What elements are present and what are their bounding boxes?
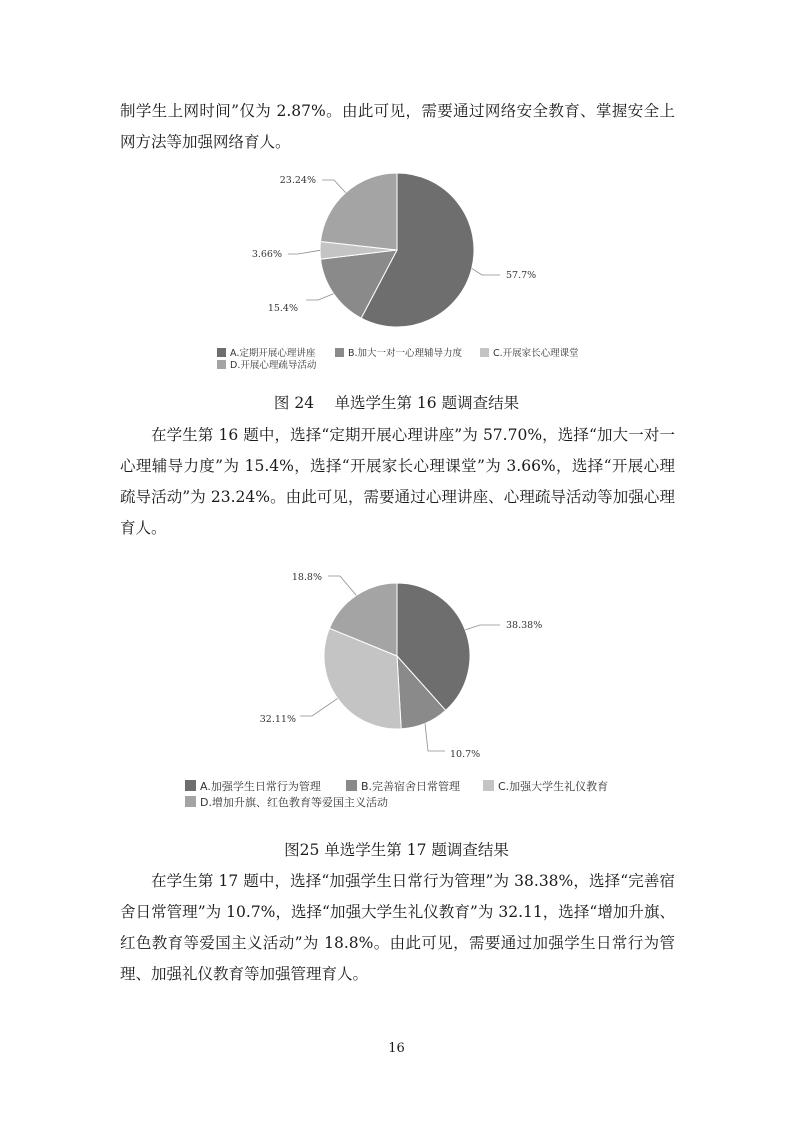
pie1-data-label-0: 57.7% <box>506 270 537 281</box>
paragraph-q16-analysis: 在学生第 16 题中，选择“定期开展心理讲座”为 57.70%，选择“加大一对一心理辅导力度”为 15.4%，选择“开展家长心理课堂”为 3.66%，选择“开展心理疏导活动”为 23.24%。由此可见，需要通过心理讲座、心理疏导活动等加强心理育人。 <box>120 426 675 537</box>
pie1-leader-2 <box>288 250 320 254</box>
pie2-leader-2 <box>300 698 338 716</box>
pie1-leader-0 <box>472 268 500 275</box>
pie1-legend-swatch-3 <box>217 360 226 369</box>
pie2-data-label-3: 18.8% <box>291 572 322 583</box>
pie1-legend-swatch-1 <box>335 348 344 357</box>
pie2-leader-3 <box>328 576 356 595</box>
pie1-leader-1 <box>306 294 334 300</box>
page-number: 16 <box>388 1041 405 1056</box>
paragraph-continuation: 制学生上网时间”仅为 2.87%。由此可见，需要通过网络安全教育、掌握安全上网方法等加强网络育人。 <box>120 102 675 151</box>
pie1-data-label-3: 23.24% <box>279 175 316 186</box>
figure-24-caption: 图 24 单选学生第 16 题调查结果 <box>273 394 520 412</box>
pie1-data-label-2: 3.66% <box>251 249 282 260</box>
pie2-leader-1 <box>425 723 445 751</box>
pie2-legend-swatch-0 <box>185 780 196 791</box>
pie1-legend-label-0: A.定期开展心理讲座 <box>230 348 316 359</box>
pie1-leader-3 <box>322 180 346 193</box>
pie2-legend-swatch-1 <box>346 780 357 791</box>
pie1-legend-swatch-2 <box>480 348 489 357</box>
pie1-legend-swatch-0 <box>217 348 226 357</box>
paragraph-q17-analysis: 在学生第 17 题中，选择“加强学生日常行为管理”为 38.38%，选择“完善宿舍日常管理”为 10.7%，选择“加强大学生礼仪教育”为 32.11，选择“增加升旗、红色教育等爱国主义活动”为 18.8%。由此可见，需要通过加强学生日常行为管理、加强礼仪教育等加强管理育人。 <box>120 872 675 983</box>
figure-25-caption: 图25 单选学生第 17 题调查结果 <box>284 841 509 859</box>
pie1-slice-3 <box>320 173 397 250</box>
pie2-legend-label-2: C.加强大学生礼仪教育 <box>498 780 609 793</box>
pie1-legend-label-3: D.开展心理疏导活动 <box>230 360 317 371</box>
pie-chart-q17 <box>0 568 793 818</box>
pie2-legend-label-0: A.加强学生日常行为管理 <box>200 780 321 793</box>
pie1-data-label-1: 15.4% <box>267 303 298 314</box>
pie1-legend-label-1: B.加大一对一心理辅导力度 <box>348 348 463 359</box>
pie2-data-label-0: 38.38% <box>506 620 543 631</box>
pie2-legend-swatch-3 <box>185 796 196 807</box>
pie2-legend-label-3: D.增加升旗、红色教育等爱国主义活动 <box>200 796 388 809</box>
pie2-data-label-2: 32.11% <box>259 714 296 725</box>
pie2-leader-0 <box>465 625 500 630</box>
pie1-legend-label-2: C.开展家长心理课堂 <box>493 348 579 359</box>
pie2-legend-swatch-2 <box>483 780 494 791</box>
pie2-data-label-1: 10.7% <box>450 749 481 760</box>
pie2-legend-label-1: B.完善宿舍日常管理 <box>361 780 461 793</box>
pie-chart-q16 <box>0 170 793 375</box>
